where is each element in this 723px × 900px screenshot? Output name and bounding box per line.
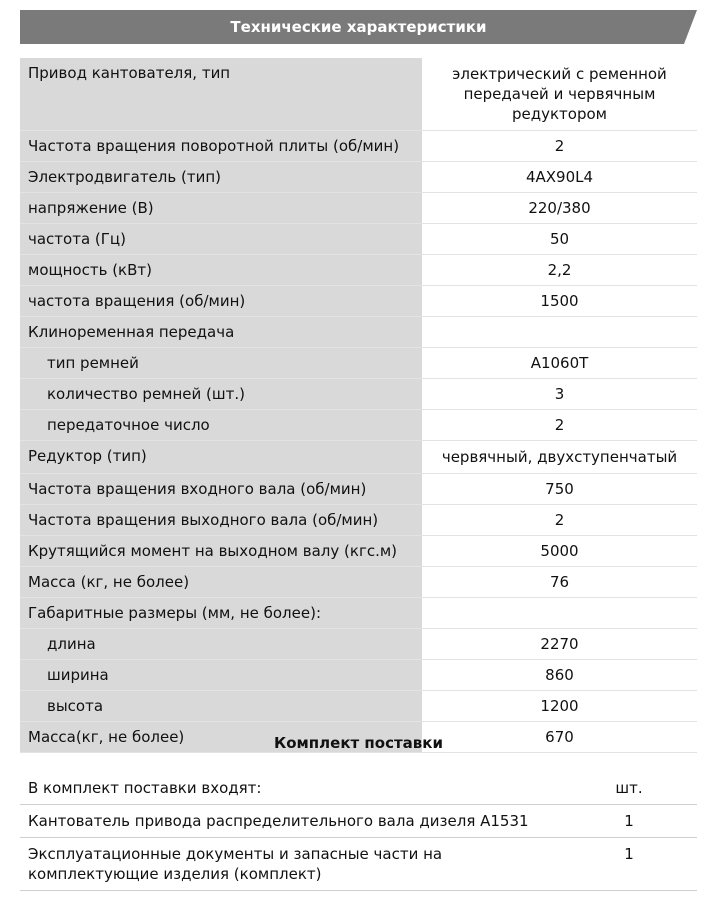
table-row	[20, 805, 697, 838]
supply-item-qty: 1	[561, 805, 697, 838]
table-row	[20, 660, 697, 691]
supply-item-label: Кантователь привода распределительного вала дизеля А1531	[20, 805, 561, 838]
spec-value: 670	[422, 722, 697, 753]
table-row	[20, 317, 697, 348]
spec-label: мощность (кВт)	[20, 255, 422, 286]
supply-table	[20, 772, 697, 891]
spec-value	[422, 317, 697, 348]
spec-label: Частота вращения входного вала (об/мин)	[20, 474, 422, 505]
spec-value: червячный, двухступенчатый	[422, 441, 697, 474]
spec-label: Электродвигатель (тип)	[20, 162, 422, 193]
spec-value: 220/380	[422, 193, 697, 224]
spec-value: 50	[422, 224, 697, 255]
table-row	[20, 58, 697, 131]
spec-label: Привод кантователя, тип	[20, 58, 422, 131]
spec-value: 1500	[422, 286, 697, 317]
spec-label: Габаритные размеры (мм, не более):	[20, 598, 422, 629]
table-row	[20, 629, 697, 660]
spec-label: напряжение (В)	[20, 193, 422, 224]
spec-value: А1060Т	[422, 348, 697, 379]
spec-value: 2	[422, 131, 697, 162]
supply-item-qty: 1	[561, 838, 697, 891]
table-row	[20, 286, 697, 317]
spec-value: 1200	[422, 691, 697, 722]
supply-header-qty: шт.	[561, 772, 697, 805]
spec-value: 750	[422, 474, 697, 505]
table-row	[20, 162, 697, 193]
spec-label: ширина	[20, 660, 422, 691]
section-banner	[20, 10, 697, 44]
table-row	[20, 505, 697, 536]
spec-label: Частота вращения выходного вала (об/мин)	[20, 505, 422, 536]
spec-label: высота	[20, 691, 422, 722]
table-row	[20, 691, 697, 722]
page-title: Технические характеристики	[230, 18, 487, 36]
supply-header-label: В комплект поставки входят:	[20, 772, 561, 805]
table-row	[20, 193, 697, 224]
table-row	[20, 567, 697, 598]
spec-label: тип ремней	[20, 348, 422, 379]
spec-label: Редуктор (тип)	[20, 441, 422, 474]
spec-value: 860	[422, 660, 697, 691]
table-row	[20, 441, 697, 474]
supply-section-title: Комплект поставки	[273, 734, 443, 752]
spec-value: 76	[422, 567, 697, 598]
table-row	[20, 224, 697, 255]
table-row	[20, 536, 697, 567]
spec-label: Клиноременная передача	[20, 317, 422, 348]
spec-value: 2270	[422, 629, 697, 660]
spec-value	[422, 598, 697, 629]
spec-value: 2	[422, 505, 697, 536]
spec-label: Масса(кг, не более)	[20, 722, 422, 753]
supply-item-label: Эксплуатационные документы и запасные части на комплектующие изделия (комплект)	[20, 838, 561, 891]
spec-label: передаточное число	[20, 410, 422, 441]
spec-label: длина	[20, 629, 422, 660]
spec-value: 2	[422, 410, 697, 441]
table-row	[20, 598, 697, 629]
spec-value: 5000	[422, 536, 697, 567]
table-row	[20, 474, 697, 505]
spec-label: частота вращения (об/мин)	[20, 286, 422, 317]
spec-label: Крутящийся момент на выходном валу (кгс.м)	[20, 536, 422, 567]
table-row	[20, 379, 697, 410]
table-row	[20, 255, 697, 286]
spec-label: Частота вращения поворотной плиты (об/мин)	[20, 131, 422, 162]
table-row	[20, 348, 697, 379]
spec-label: Масса (кг, не более)	[20, 567, 422, 598]
spec-value: 4АХ90L4	[422, 162, 697, 193]
spec-label: частота (Гц)	[20, 224, 422, 255]
table-row	[20, 838, 697, 891]
spec-label: количество ремней (шт.)	[20, 379, 422, 410]
table-row	[20, 131, 697, 162]
table-row	[20, 410, 697, 441]
spec-value: 2,2	[422, 255, 697, 286]
spec-value: электрический с ременной передачей и червячным редуктором	[422, 58, 697, 131]
table-header-row	[20, 772, 697, 805]
spec-value: 3	[422, 379, 697, 410]
specs-table	[20, 58, 697, 753]
